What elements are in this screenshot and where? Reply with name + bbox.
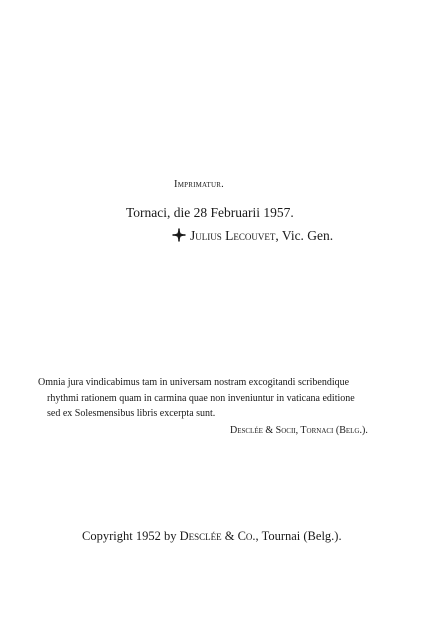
- rights-publisher: Desclée & Socii, Tornaci (Belg.).: [230, 425, 368, 436]
- imprimatur-place-date: Tornaci, die 28 Februarii 1957.: [126, 205, 294, 220]
- rights-line: sed ex Solesmensibus libris excerpta sunt.: [47, 408, 216, 419]
- rights-reservation: [38, 375, 408, 422]
- rights-line: Omnia jura vindicabimus tam in universam nostram excogitandi scribendique: [38, 377, 350, 388]
- imprimatur-heading: Imprimatur.: [174, 179, 224, 190]
- copyright-notice: [82, 529, 342, 544]
- copyright-prefix: Copyright 1952 by: [82, 529, 180, 543]
- rights-line: rhythmi rationem quam in carmina quae non inveniuntur in vaticana editione: [47, 392, 355, 404]
- signatory-title: , Vic. Gen.: [275, 228, 334, 243]
- copyright-publisher: Desclée & Co.: [179, 529, 256, 543]
- signatory-name: Julius Lecouvet: [190, 228, 276, 243]
- copyright-suffix: , Tournai (Belg.).: [255, 529, 342, 543]
- maltese-cross-icon: [172, 228, 186, 242]
- imprimatur-signatory: [172, 228, 333, 244]
